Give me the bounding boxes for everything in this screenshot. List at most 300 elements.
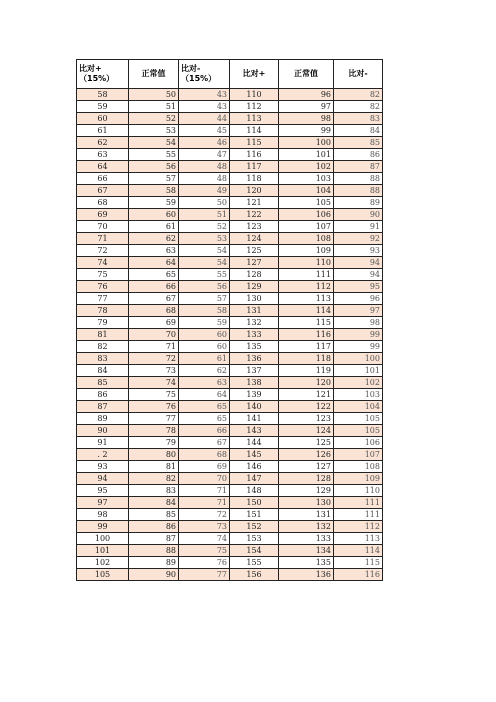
table-row xyxy=(77,461,383,473)
table-cell: 122 xyxy=(230,209,279,221)
table-cell: 105 xyxy=(334,413,383,425)
table-cell: 112 xyxy=(279,281,334,293)
table-cell: 101 xyxy=(334,365,383,377)
table-cell: 99 xyxy=(77,521,129,533)
table-row xyxy=(77,521,383,533)
table-cell: 43 xyxy=(179,89,230,101)
table-cell: 102 xyxy=(77,557,129,569)
table-cell: 69 xyxy=(77,209,129,221)
table-cell: 78 xyxy=(77,305,129,317)
table-cell: 97 xyxy=(334,305,383,317)
table-row xyxy=(77,533,383,545)
table-row xyxy=(77,497,383,509)
table-cell: 58 xyxy=(179,305,230,317)
table-cell: 110 xyxy=(334,485,383,497)
table-cell: 83 xyxy=(129,485,179,497)
table-cell: 87 xyxy=(334,161,383,173)
table-cell: 130 xyxy=(230,293,279,305)
header-cell-2 xyxy=(179,60,230,89)
table-row xyxy=(77,269,383,281)
table-cell: 111 xyxy=(334,509,383,521)
table-cell: 114 xyxy=(334,545,383,557)
table-cell: 127 xyxy=(279,461,334,473)
table-cell: 48 xyxy=(179,173,230,185)
table-cell: 114 xyxy=(279,305,334,317)
table-cell: 75 xyxy=(179,545,230,557)
table-cell: 71 xyxy=(129,341,179,353)
header-5-line1: 比对- xyxy=(348,69,368,78)
table-cell: 90 xyxy=(129,569,179,581)
table-row xyxy=(77,185,383,197)
table-cell: 50 xyxy=(179,197,230,209)
table-cell: 80 xyxy=(129,449,179,461)
table-cell: 60 xyxy=(77,113,129,125)
table-cell: 65 xyxy=(129,269,179,281)
table-cell: 65 xyxy=(179,413,230,425)
table-cell: 55 xyxy=(179,269,230,281)
table-cell: 82 xyxy=(334,101,383,113)
table-cell: 71 xyxy=(77,233,129,245)
table-row xyxy=(77,293,383,305)
table-cell: 116 xyxy=(334,569,383,581)
table-cell: 54 xyxy=(129,137,179,149)
header-3-line1: 比对+ xyxy=(242,69,266,78)
table-cell: 137 xyxy=(230,365,279,377)
table-cell: 73 xyxy=(179,521,230,533)
table-body xyxy=(77,89,383,581)
table-cell: 114 xyxy=(230,125,279,137)
table-cell: 68 xyxy=(77,197,129,209)
table-row xyxy=(77,281,383,293)
table-cell: 83 xyxy=(334,113,383,125)
table-row xyxy=(77,329,383,341)
table-cell: 51 xyxy=(179,209,230,221)
table-cell: 74 xyxy=(77,257,129,269)
table-cell: 93 xyxy=(334,245,383,257)
table-cell: 52 xyxy=(179,221,230,233)
table-cell: 89 xyxy=(77,413,129,425)
table-cell: 98 xyxy=(334,317,383,329)
table-cell: 45 xyxy=(179,125,230,137)
table-cell: 94 xyxy=(334,269,383,281)
table-cell: 94 xyxy=(77,473,129,485)
table-cell: 76 xyxy=(179,557,230,569)
table-row xyxy=(77,377,383,389)
table-cell: 135 xyxy=(230,341,279,353)
table-cell: 63 xyxy=(129,245,179,257)
table-cell: 132 xyxy=(279,521,334,533)
table-cell: 59 xyxy=(129,197,179,209)
table-cell: 110 xyxy=(230,89,279,101)
table-cell: 59 xyxy=(77,101,129,113)
table-cell: 109 xyxy=(279,245,334,257)
table-cell: 144 xyxy=(230,437,279,449)
table-cell: 108 xyxy=(334,461,383,473)
table-cell: 116 xyxy=(230,149,279,161)
table-cell: 105 xyxy=(77,569,129,581)
table-cell: 70 xyxy=(179,473,230,485)
table-cell: 84 xyxy=(77,365,129,377)
table-row xyxy=(77,437,383,449)
table-cell: 150 xyxy=(230,497,279,509)
table-cell: 60 xyxy=(179,341,230,353)
table-cell: 57 xyxy=(129,173,179,185)
header-cell-3 xyxy=(230,60,279,89)
table-row xyxy=(77,425,383,437)
table-cell: 84 xyxy=(334,125,383,137)
table-cell: 75 xyxy=(77,269,129,281)
table-cell: 65 xyxy=(179,401,230,413)
table-cell: 79 xyxy=(129,437,179,449)
table-cell: 73 xyxy=(129,365,179,377)
table-row xyxy=(77,125,383,137)
table-cell: 50 xyxy=(129,89,179,101)
table-cell: 66 xyxy=(129,281,179,293)
table-cell: 111 xyxy=(334,497,383,509)
table-cell: 118 xyxy=(279,353,334,365)
table-cell: 86 xyxy=(77,389,129,401)
table-cell: 87 xyxy=(77,401,129,413)
table-cell: 68 xyxy=(129,305,179,317)
table-row xyxy=(77,449,383,461)
table-cell: 90 xyxy=(77,425,129,437)
header-cell-4 xyxy=(279,60,334,89)
table-cell: 54 xyxy=(179,245,230,257)
table-cell: 103 xyxy=(334,389,383,401)
table-cell: 63 xyxy=(77,149,129,161)
table-row xyxy=(77,485,383,497)
table-cell: 156 xyxy=(230,569,279,581)
table-cell: 70 xyxy=(129,329,179,341)
table-cell: 112 xyxy=(334,521,383,533)
table-cell: 60 xyxy=(129,209,179,221)
table-cell: 99 xyxy=(334,341,383,353)
table-cell: 101 xyxy=(77,545,129,557)
table-cell: 61 xyxy=(129,221,179,233)
table-cell: 57 xyxy=(179,293,230,305)
table-cell: 56 xyxy=(179,281,230,293)
table-cell: 72 xyxy=(129,353,179,365)
table-cell: 77 xyxy=(129,413,179,425)
table-cell: 123 xyxy=(279,413,334,425)
table-cell: 104 xyxy=(334,401,383,413)
table-cell: 89 xyxy=(334,197,383,209)
table-cell: 133 xyxy=(279,533,334,545)
table-cell: . 2 xyxy=(77,449,129,461)
table-cell: 141 xyxy=(230,413,279,425)
table-cell: 115 xyxy=(334,557,383,569)
table-row xyxy=(77,389,383,401)
table-cell: 146 xyxy=(230,461,279,473)
table-cell: 133 xyxy=(230,329,279,341)
table-cell: 92 xyxy=(334,233,383,245)
table-cell: 128 xyxy=(279,473,334,485)
table-cell: 63 xyxy=(179,377,230,389)
table-cell: 54 xyxy=(179,257,230,269)
table-cell: 143 xyxy=(230,425,279,437)
table-cell: 100 xyxy=(334,353,383,365)
header-4-line1: 正常值 xyxy=(294,69,318,78)
table-cell: 152 xyxy=(230,521,279,533)
table-cell: 55 xyxy=(129,149,179,161)
table-cell: 67 xyxy=(129,293,179,305)
table-cell: 60 xyxy=(179,329,230,341)
table-cell: 121 xyxy=(279,389,334,401)
table-cell: 58 xyxy=(77,89,129,101)
table-cell: 139 xyxy=(230,389,279,401)
table-cell: 85 xyxy=(334,137,383,149)
table-row xyxy=(77,473,383,485)
table-cell: 107 xyxy=(334,449,383,461)
table-cell: 64 xyxy=(179,389,230,401)
table-cell: 76 xyxy=(129,401,179,413)
table-cell: 64 xyxy=(129,257,179,269)
table-row xyxy=(77,545,383,557)
table-cell: 128 xyxy=(230,269,279,281)
table-cell: 44 xyxy=(179,113,230,125)
table-row xyxy=(77,137,383,149)
table-cell: 79 xyxy=(77,317,129,329)
table-cell: 147 xyxy=(230,473,279,485)
table-cell: 58 xyxy=(129,185,179,197)
table-cell: 62 xyxy=(179,365,230,377)
table-cell: 130 xyxy=(279,497,334,509)
table-cell: 102 xyxy=(334,377,383,389)
table-cell: 98 xyxy=(77,509,129,521)
table-cell: 66 xyxy=(179,425,230,437)
header-1-line1: 正常值 xyxy=(141,69,166,78)
table-cell: 97 xyxy=(77,497,129,509)
table-cell: 74 xyxy=(129,377,179,389)
table-cell: 108 xyxy=(279,233,334,245)
table-cell: 106 xyxy=(279,209,334,221)
table-cell: 75 xyxy=(129,389,179,401)
table-cell: 113 xyxy=(230,113,279,125)
table-cell: 129 xyxy=(230,281,279,293)
table-cell: 117 xyxy=(230,161,279,173)
table-cell: 81 xyxy=(77,329,129,341)
table-cell: 107 xyxy=(279,221,334,233)
table-cell: 87 xyxy=(129,533,179,545)
table-cell: 110 xyxy=(279,257,334,269)
table-cell: 52 xyxy=(129,113,179,125)
table-cell: 104 xyxy=(279,185,334,197)
table-cell: 126 xyxy=(279,449,334,461)
table-cell: 88 xyxy=(129,545,179,557)
table-cell: 99 xyxy=(334,329,383,341)
table-cell: 100 xyxy=(279,137,334,149)
table-cell: 64 xyxy=(77,161,129,173)
table-cell: 97 xyxy=(279,101,334,113)
header-cell-0 xyxy=(77,60,129,89)
table-cell: 154 xyxy=(230,545,279,557)
table-cell: 95 xyxy=(77,485,129,497)
table-row xyxy=(77,317,383,329)
table-row xyxy=(77,221,383,233)
table-row xyxy=(77,233,383,245)
table-cell: 122 xyxy=(279,401,334,413)
table-cell: 82 xyxy=(77,341,129,353)
table-cell: 77 xyxy=(77,293,129,305)
table-cell: 62 xyxy=(129,233,179,245)
table-cell: 125 xyxy=(230,245,279,257)
table-cell: 100 xyxy=(77,533,129,545)
table-row xyxy=(77,365,383,377)
table-cell: 59 xyxy=(179,317,230,329)
table-cell: 43 xyxy=(179,101,230,113)
table-cell: 84 xyxy=(129,497,179,509)
table-cell: 46 xyxy=(179,137,230,149)
table-cell: 117 xyxy=(279,341,334,353)
table-cell: 70 xyxy=(77,221,129,233)
table-cell: 125 xyxy=(279,437,334,449)
table-cell: 74 xyxy=(179,533,230,545)
table-cell: 66 xyxy=(77,173,129,185)
table-cell: 105 xyxy=(279,197,334,209)
table-cell: 82 xyxy=(334,89,383,101)
table-cell: 48 xyxy=(179,161,230,173)
table-cell: 77 xyxy=(179,569,230,581)
table-cell: 90 xyxy=(334,209,383,221)
table-cell: 148 xyxy=(230,485,279,497)
table-cell: 69 xyxy=(129,317,179,329)
table-cell: 49 xyxy=(179,185,230,197)
table-cell: 112 xyxy=(230,101,279,113)
table-cell: 98 xyxy=(279,113,334,125)
table-cell: 91 xyxy=(334,221,383,233)
table-cell: 119 xyxy=(279,365,334,377)
table-cell: 72 xyxy=(77,245,129,257)
table-row xyxy=(77,209,383,221)
table-cell: 94 xyxy=(334,257,383,269)
header-0-line1: 比对+ xyxy=(79,64,102,73)
header-cell-1 xyxy=(129,60,179,89)
table-row xyxy=(77,557,383,569)
table-cell: 124 xyxy=(230,233,279,245)
table-cell: 82 xyxy=(129,473,179,485)
table-cell: 47 xyxy=(179,149,230,161)
table-cell: 129 xyxy=(279,485,334,497)
table-cell: 72 xyxy=(179,509,230,521)
table-cell: 88 xyxy=(334,185,383,197)
table-row xyxy=(77,101,383,113)
table-cell: 69 xyxy=(179,461,230,473)
table-cell: 111 xyxy=(279,269,334,281)
table-cell: 93 xyxy=(77,461,129,473)
table-cell: 116 xyxy=(279,329,334,341)
table-cell: 83 xyxy=(77,353,129,365)
table-cell: 61 xyxy=(179,353,230,365)
table-cell: 151 xyxy=(230,509,279,521)
table-row xyxy=(77,341,383,353)
table-cell: 120 xyxy=(230,185,279,197)
table-cell: 53 xyxy=(129,125,179,137)
table-cell: 115 xyxy=(279,317,334,329)
table-cell: 106 xyxy=(334,437,383,449)
table-cell: 131 xyxy=(279,509,334,521)
table-row xyxy=(77,569,383,581)
table-cell: 67 xyxy=(179,437,230,449)
table-row xyxy=(77,197,383,209)
table-cell: 91 xyxy=(77,437,129,449)
table-cell: 127 xyxy=(230,257,279,269)
table-row xyxy=(77,113,383,125)
table-cell: 121 xyxy=(230,197,279,209)
table-row xyxy=(77,413,383,425)
table-cell: 140 xyxy=(230,401,279,413)
table-cell: 105 xyxy=(334,425,383,437)
table-row xyxy=(77,305,383,317)
table-cell: 115 xyxy=(230,137,279,149)
table-cell: 118 xyxy=(230,173,279,185)
table-cell: 123 xyxy=(230,221,279,233)
table-cell: 120 xyxy=(279,377,334,389)
table-cell: 103 xyxy=(279,173,334,185)
table-row xyxy=(77,509,383,521)
table-cell: 131 xyxy=(230,305,279,317)
table-cell: 88 xyxy=(334,173,383,185)
table-cell: 153 xyxy=(230,533,279,545)
table-row xyxy=(77,149,383,161)
table-cell: 101 xyxy=(279,149,334,161)
header-cell-5 xyxy=(334,60,383,89)
table-cell: 138 xyxy=(230,377,279,389)
header-row xyxy=(77,60,383,89)
header-0-line2: （15%） xyxy=(79,74,115,83)
table-cell: 85 xyxy=(129,509,179,521)
table-cell: 155 xyxy=(230,557,279,569)
table-row xyxy=(77,353,383,365)
table-cell: 113 xyxy=(334,533,383,545)
table-cell: 76 xyxy=(77,281,129,293)
table-cell: 85 xyxy=(77,377,129,389)
table-cell: 51 xyxy=(129,101,179,113)
table-cell: 86 xyxy=(129,521,179,533)
table-cell: 99 xyxy=(279,125,334,137)
table-cell: 71 xyxy=(179,497,230,509)
table-cell: 62 xyxy=(77,137,129,149)
table-cell: 102 xyxy=(279,161,334,173)
table-cell: 86 xyxy=(334,149,383,161)
table-cell: 145 xyxy=(230,449,279,461)
table-cell: 124 xyxy=(279,425,334,437)
table-cell: 136 xyxy=(279,569,334,581)
table-cell: 96 xyxy=(334,293,383,305)
table-row xyxy=(77,401,383,413)
table-cell: 53 xyxy=(179,233,230,245)
table-cell: 109 xyxy=(334,473,383,485)
table-row xyxy=(77,161,383,173)
header-2-line1: 比对- xyxy=(181,64,201,73)
table-cell: 135 xyxy=(279,557,334,569)
data-table xyxy=(76,59,383,581)
table-cell: 89 xyxy=(129,557,179,569)
table-cell: 67 xyxy=(77,185,129,197)
table-row xyxy=(77,257,383,269)
table-row xyxy=(77,173,383,185)
header-2-line2: （15%） xyxy=(181,74,217,83)
table-cell: 134 xyxy=(279,545,334,557)
table-cell: 113 xyxy=(279,293,334,305)
table-cell: 96 xyxy=(279,89,334,101)
table-cell: 56 xyxy=(129,161,179,173)
table-row xyxy=(77,245,383,257)
table-cell: 78 xyxy=(129,425,179,437)
table-row xyxy=(77,89,383,101)
table-cell: 95 xyxy=(334,281,383,293)
table-cell: 81 xyxy=(129,461,179,473)
table-cell: 132 xyxy=(230,317,279,329)
